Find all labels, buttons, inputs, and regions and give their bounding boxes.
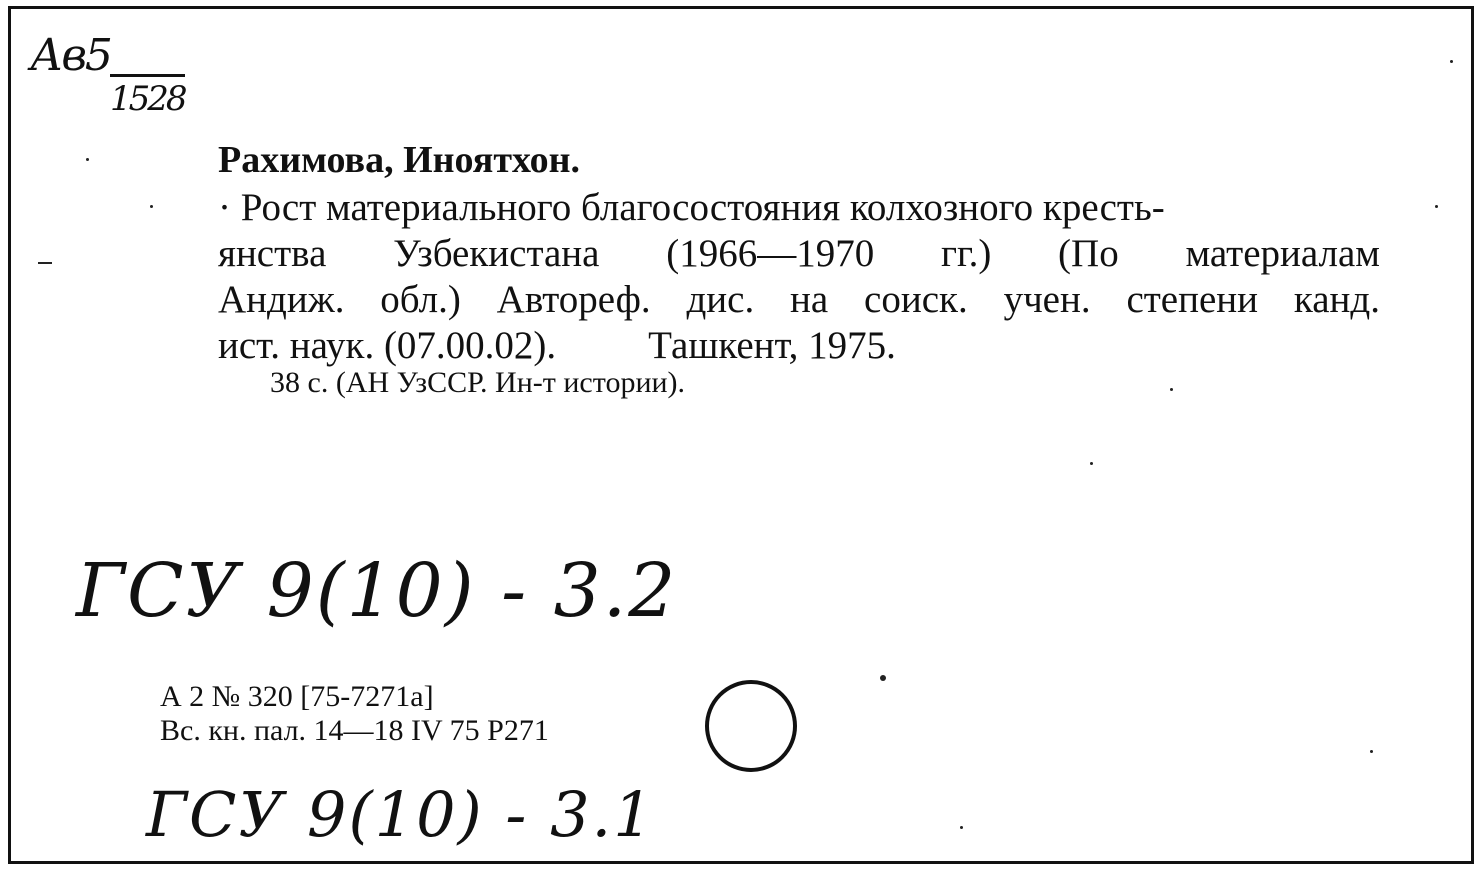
subject-code: ист. наук. (07.00.02).: [218, 324, 557, 367]
call-number-lower: ГСУ 9(10) - 3.1: [146, 778, 655, 851]
dust-speck: [38, 262, 52, 264]
pages-and-publisher: 38 с. (АН УзССР. Ин-т истории).: [270, 366, 686, 399]
dust-speck: [86, 158, 89, 161]
shelfmark-number: 1528: [110, 74, 185, 119]
punch-hole: [705, 680, 797, 772]
call-number-upper: ГСУ 9(10) - 3.2: [76, 548, 678, 634]
dust-speck: [880, 675, 886, 681]
title-line-1: · Рост материального благосостояния колхозного кресть-: [218, 186, 1165, 229]
dust-speck: [960, 826, 963, 829]
dust-speck: [1090, 462, 1093, 465]
dust-speck: [1370, 750, 1373, 753]
title-line-2: янства Узбекистана (1966—1970 гг.) (По материалам: [218, 232, 1380, 275]
publication-place-year: Ташкент, 1975.: [648, 324, 896, 367]
dust-speck: [1450, 60, 1453, 63]
chamber-registration: Вс. кн. пал. 14—18 IV 75 Р271: [160, 714, 549, 747]
dust-speck: [150, 205, 153, 208]
title-line-3: Андиж. обл.) Автореф. дис. на соиск. учен. степени канд.: [218, 278, 1380, 321]
title-line-4: [218, 323, 1380, 369]
author-heading: Рахимова, Иноятхон.: [218, 139, 580, 181]
catalog-number: А 2 № 320 [75-7271а]: [160, 680, 434, 713]
shelfmark-code: Ав5: [30, 30, 111, 81]
dust-speck: [1170, 388, 1173, 391]
dust-speck: [1435, 205, 1438, 208]
